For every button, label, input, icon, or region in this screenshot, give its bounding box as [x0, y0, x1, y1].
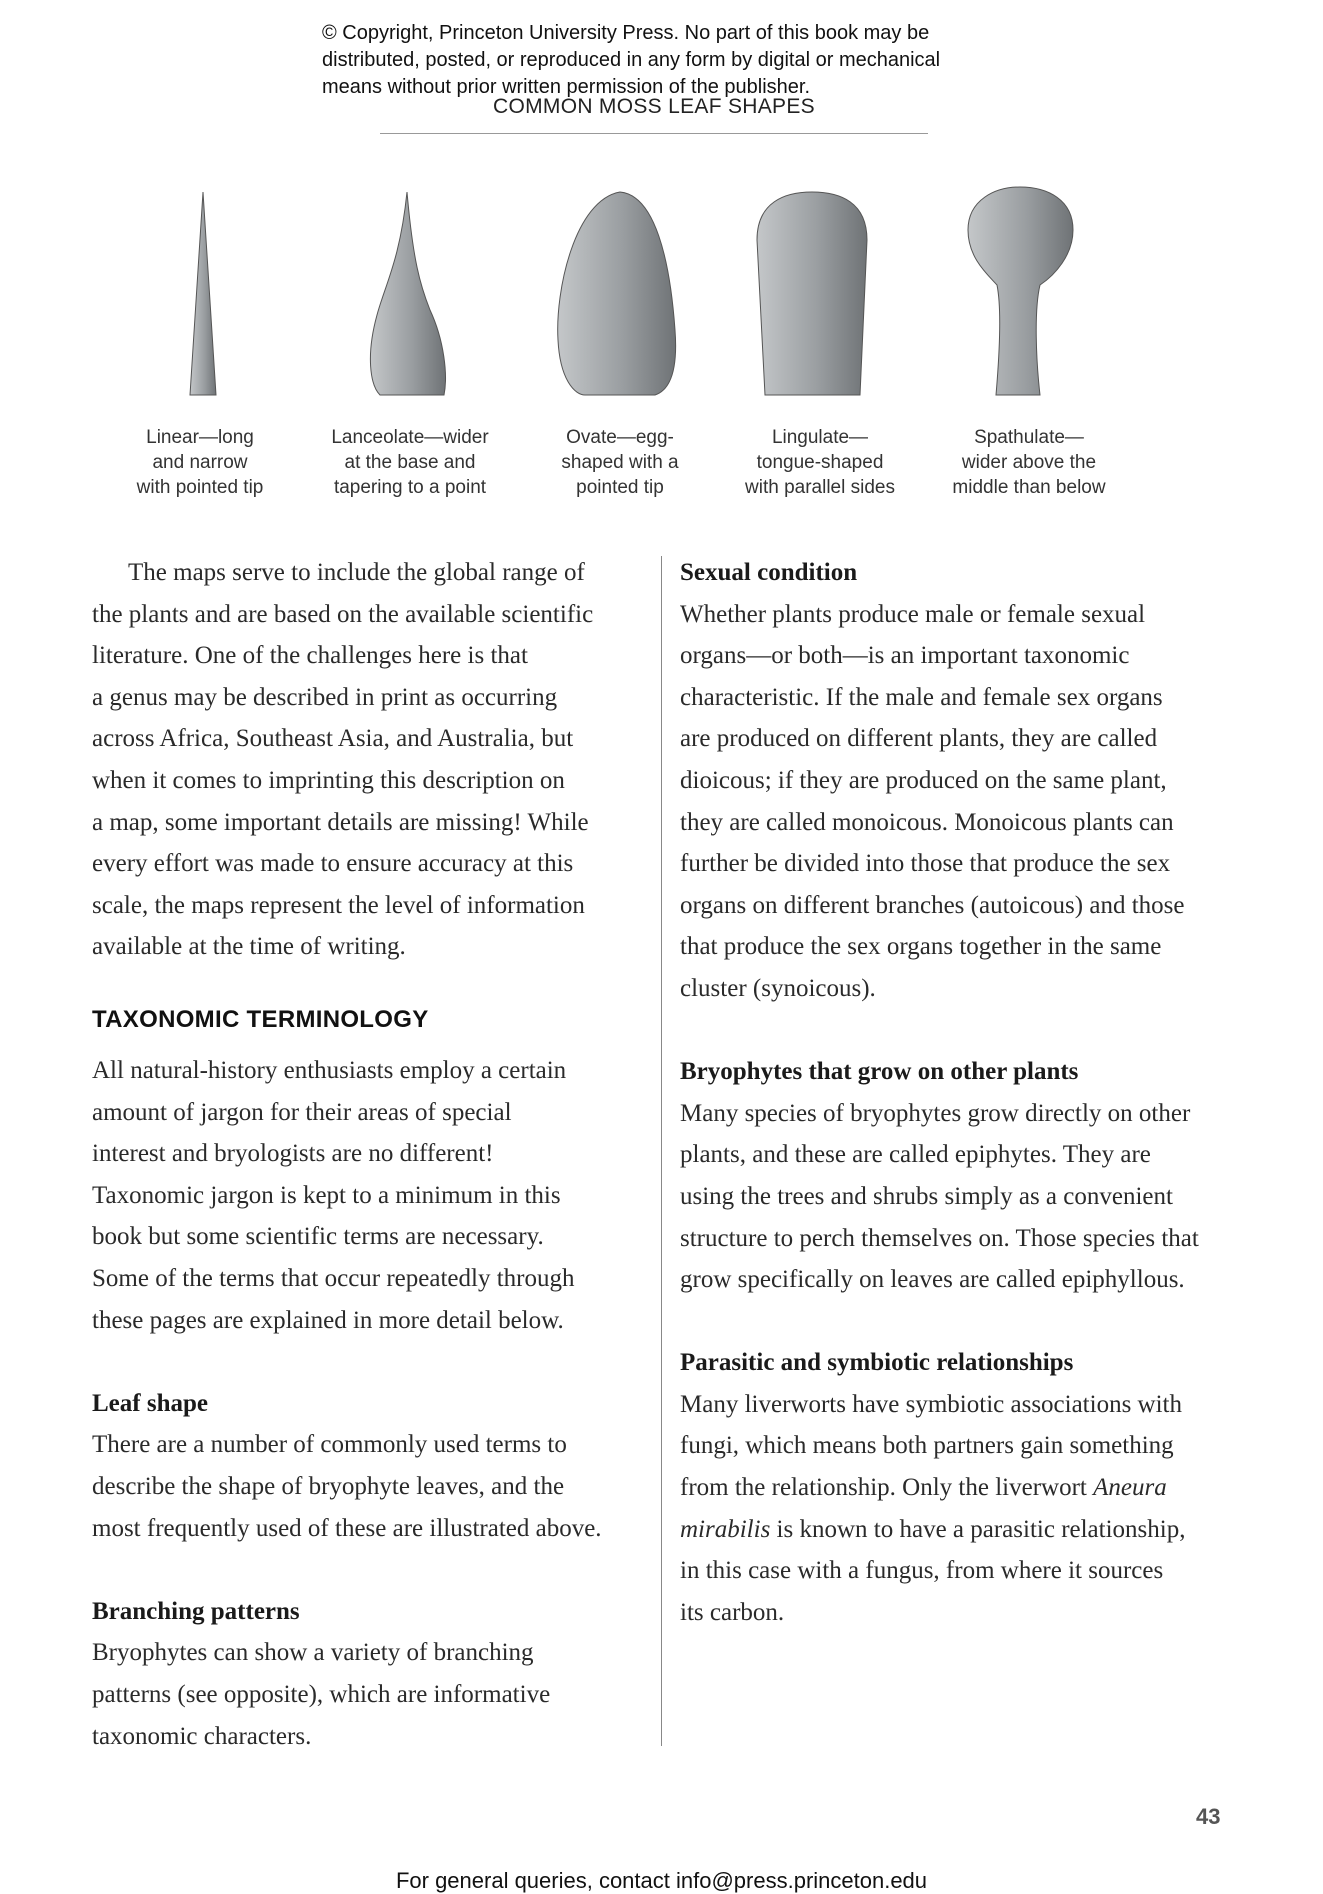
species-name-italic: mirabilis	[680, 1515, 771, 1543]
body-line: available at the time of writing.	[92, 933, 406, 961]
linear-leaf-shape	[190, 192, 216, 395]
body-line: Some of the terms that occur repeatedly through	[92, 1264, 575, 1292]
body-line: characteristic. If the male and female sex organs	[680, 683, 1163, 711]
body-line: structure to perch themselves on. Those species that	[680, 1224, 1199, 1252]
body-line: a genus may be described in print as occurring	[92, 683, 558, 711]
footer-contact: For general queries, contact info@press.princeton.edu	[395, 1868, 928, 1893]
spathulate-leaf-shape	[968, 187, 1073, 395]
body-line: that produce the sex organs together in the same	[680, 933, 1162, 961]
body-line: Taxonomic jargon is kept to a minimum in this	[92, 1181, 561, 1209]
right-column-body	[680, 552, 1199, 1633]
caption-spathulate: Spathulate— wider above the middle than below	[952, 427, 1106, 498]
body-line: cluster (synoicous).	[680, 974, 876, 1002]
body-line: the plants and are based on the available scientific	[92, 600, 594, 628]
body-line: book but some scientific terms are necessary.	[92, 1223, 544, 1251]
subheading-leaf-shape: Leaf shape	[92, 1389, 208, 1417]
body-line: grow specifically on leaves are called epiphyllous.	[680, 1266, 1185, 1294]
body-line: organs on different branches (autoicous) and those	[680, 891, 1185, 919]
column-divider	[661, 556, 662, 1746]
copyright-line: means without prior written permission of the publisher.	[322, 76, 811, 98]
caption-lingulate: Lingulate— tongue-shaped with parallel sides	[745, 427, 895, 498]
body-line: scale, the maps represent the level of information	[92, 891, 585, 919]
copyright-notice	[322, 20, 1082, 101]
body-line: The maps serve to include the global range of	[128, 559, 585, 586]
body-line: taxonomic characters.	[92, 1722, 312, 1750]
body-line: literature. One of the challenges here is that	[92, 642, 528, 670]
body-line: these pages are explained in more detail below.	[92, 1306, 564, 1334]
body-line: mirabilis is known to have a parasitic relationship,	[680, 1515, 1186, 1543]
body-line: describe the shape of bryophyte leaves, and the	[92, 1472, 565, 1500]
body-line: patterns (see opposite), which are informative	[92, 1680, 551, 1708]
subheading-parasitic-symbiotic: Parasitic and symbiotic relationships	[680, 1349, 1074, 1377]
body-line: Whether plants produce male or female sexual	[680, 600, 1146, 628]
body-line: every effort was made to ensure accuracy at this	[92, 850, 574, 878]
copyright-line: © Copyright, Princeton University Press. No part of this book may be	[322, 22, 930, 44]
figure-title: COMMON MOSS LEAF SHAPES	[493, 95, 815, 118]
body-line: a map, some important details are missing! While	[92, 808, 589, 836]
subheading-branching-patterns: Branching patterns	[92, 1597, 300, 1625]
species-name-italic: Aneura	[1093, 1474, 1167, 1502]
body-line: Many liverworts have symbiotic associations with	[680, 1390, 1183, 1418]
body-line: All natural-history enthusiasts employ a certain	[92, 1057, 567, 1084]
body-line: they are called monoicous. Monoicous plants can	[680, 808, 1174, 836]
body-line: Many species of bryophytes grow directly on other	[680, 1099, 1191, 1127]
leaf-shapes-illustration	[0, 180, 1323, 410]
body-line: further be divided into those that produce the sex	[680, 850, 1171, 878]
caption-linear: Linear—long and narrow with pointed tip	[136, 427, 264, 498]
caption-ovate: Ovate—egg- shaped with a pointed tip	[561, 427, 679, 498]
body-line: plants, and these are called epiphytes. They are	[680, 1141, 1151, 1169]
left-column-body	[92, 1050, 602, 1757]
body-line: its carbon.	[680, 1598, 785, 1626]
ovate-leaf-shape	[558, 192, 676, 395]
body-line: amount of jargon for their areas of special	[92, 1098, 512, 1126]
subheading-epiphytes: Bryophytes that grow on other plants	[680, 1058, 1079, 1086]
subheading-sexual-condition: Sexual condition	[680, 559, 858, 586]
section-heading-taxonomic-terminology: TAXONOMIC TERMINOLOGY	[92, 1006, 429, 1033]
body-line: most frequently used of these are illustrated above.	[92, 1514, 602, 1542]
body-line: organs—or both—is an important taxonomic	[680, 642, 1130, 670]
body-line: when it comes to imprinting this description on	[92, 766, 565, 794]
lanceolate-leaf-shape	[370, 192, 445, 395]
body-line: dioicous; if they are produced on the same plant,	[680, 766, 1167, 794]
body-line: There are a number of commonly used terms to	[92, 1431, 567, 1459]
body-line: fungi, which means both partners gain something	[680, 1432, 1174, 1460]
body-line: across Africa, Southeast Asia, and Australia, but	[92, 725, 574, 753]
figure-title-rule	[380, 133, 928, 134]
left-column-intro	[92, 552, 593, 968]
body-line: interest and bryologists are no different!	[92, 1140, 494, 1168]
body-line: are produced on different plants, they are called	[680, 725, 1158, 753]
body-line: in this case with a fungus, from where it sources	[680, 1557, 1164, 1585]
body-line: Bryophytes can show a variety of branching	[92, 1639, 534, 1667]
page-number: 43	[1196, 1804, 1221, 1829]
body-line: from the relationship. Only the liverwort Aneura	[680, 1474, 1167, 1502]
copyright-line: distributed, posted, or reproduced in any form by digital or mechanical	[322, 49, 941, 71]
caption-lanceolate: Lanceolate—wider at the base and tapering to a point	[331, 427, 489, 498]
body-line: using the trees and shrubs simply as a convenient	[680, 1182, 1173, 1210]
lingulate-leaf-shape	[757, 192, 867, 395]
